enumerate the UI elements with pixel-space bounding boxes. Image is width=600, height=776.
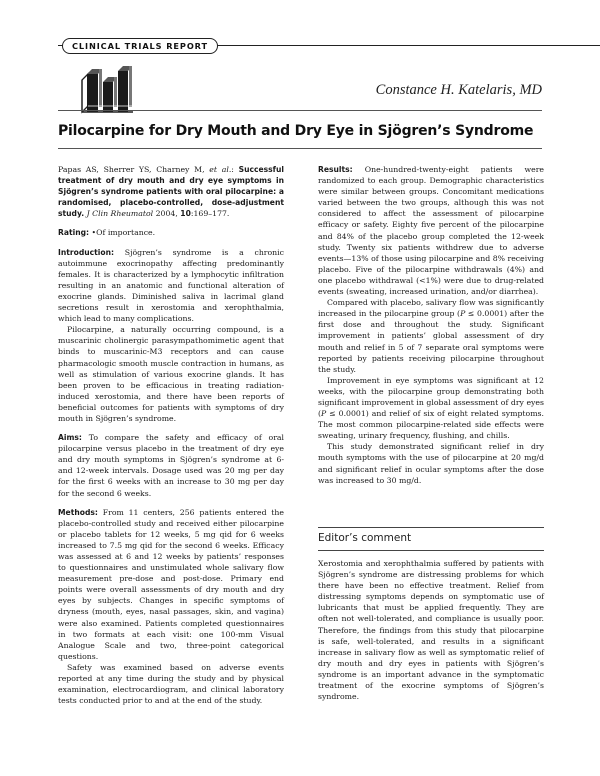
citation-et-al: et al — [209, 165, 229, 174]
results-p1 — [318, 164, 544, 297]
rating — [58, 227, 284, 238]
results-p2-b: ≤ 0.0001) after the first dose and throughout the study. Significant improvement in patients’ global assessment of dry mouth and relief in 5 of 7 separate oral symptoms were reported by patients receiving pilocarpine throughout the study. — [318, 309, 544, 374]
editor-heading: Editor’s comment — [318, 532, 412, 544]
editor-text: Xerostomia and xerophthalmia suffered by patients with Sjögren’s syndrome are distressing problems for which there have been no effective treatment. Relief from distressing symptoms depends on symptomatic use of lubricants that must be applied frequently. They are often not well-tolerated, and compliance is usually poor. Therefore, the findings from this study that pilocarpine is safe, well-tolerated, and results in a significant increase in salivary flow as well as symptomatic relief of dry mouth and dry eyes in patients with Sjögren’s syndrome is an important advance in the symptomatic treatment of the exocrine symptoms of Sjögren’s syndrome. — [318, 559, 544, 702]
results-p3-b: ≤ 0.0001) and relief of six of eight related symptoms. The most common pilocarpine-related side effects were sweating, urinary frequency, flushing, and chills. — [318, 409, 544, 441]
introduction-p2: Pilocarpine, a naturally occurring compound, is a muscarinic cholinergic parasympathomimetic agent that binds to muscarinic-M3 receptors and can cause pharmacologic smooth muscle contraction in humans, as well as stimulation of various exocrine glands. It has been proven to be efficacious in treating radiation-induced xerostomia, and there have been reports of beneficial outcomes for patients with symptoms of dry mouth in Sjögren’s syndrome. — [58, 325, 284, 423]
title-rule-bottom — [58, 148, 542, 149]
rating-text: •Of importance. — [89, 228, 156, 238]
results-p2-a: Compared with placebo, salivary flow was significantly increased in the pilocarpine group ( — [318, 298, 544, 319]
section-badge: CLINICAL TRIALS REPORT — [62, 38, 218, 54]
aims-label: Aims: — [58, 433, 82, 443]
aims — [58, 432, 284, 499]
methods-label: Methods: — [58, 507, 98, 517]
methods-p1 — [58, 507, 284, 662]
results-p4: This study demonstrated significant relief in dry mouth symptoms with the use of pilocarpine at 20 mg/d and significant relief in ocular symptoms after the dose was increased to 30 mg/d. — [318, 442, 544, 485]
editor-rule-top — [318, 527, 544, 528]
title-rule-top — [58, 110, 542, 111]
journal-logo-icon — [80, 62, 136, 116]
editor-comment — [318, 527, 544, 702]
results-p2 — [318, 297, 544, 375]
results-text: One-hundred-twenty-eight patients were randomized to each group. Demographic characteristics were similar between groups. Concomitant medications varied between the two groups, although this was not considered to affect the assessment of pilocarpine efficacy or safety. Eighty five percent of the pilocarpine and 84% of the placebo group completed the 12-week study. Twenty six patients withdrew due to adverse events—13% of those using pilocarpine and 8% receiving placebo. Five of the pilocarpine withdrawals (4%) and one placebo withdrawal (<1%) were due to drug-related events (sweating, increased urination, and/or diarrhea). — [318, 165, 544, 297]
introduction-label: Introduction: — [58, 247, 115, 257]
citation-pages: :169–177. — [190, 209, 230, 219]
citation-journal: J Clin Rheumatol — [86, 209, 154, 219]
rating-label: Rating: — [58, 228, 90, 238]
methods-text: From 11 centers, 256 patients entered the placebo-controlled study and received either pilocarpine or placebo tablets for 12 weeks, 5 mg qid for 6 weeks increased to 7.5 mg qid for the second 6 weeks. Efficacy was assessed at 6 and 12 weeks by patients’ responses to questionnaires and unstimulated whole salivary flow measurement pre-dose and post-dose. Primary end points were overall assessments of dry mouth and dry eyes by subjects. Changes in specific symptoms of dryness (mouth, eyes, nasal passages, skin, and vagina) were also examined. Patients completed questionnaires in two formats at each visit: one 100-mm Visual Analogue Scale and two, three-point categorical questions. — [58, 507, 284, 661]
citation-authors-end: .: — [228, 165, 239, 174]
methods-p2: Safety was examined based on adverse events reported at any time during the study and by physical examination, electrocardiogram, and clinical laboratory tests conducted prior to and at the end of the study. — [58, 662, 284, 706]
citation-volume: 10 — [180, 209, 191, 219]
citation — [58, 164, 284, 219]
introduction-text: Sjögren’s syndrome is a chronic autoimmune exocrinopathy affecting predominantly females. It is characterized by a lymphocytic infiltration resulting in an anatomic and functional alteration of exocrine glands. Diminished saliva in lacrimal gland secretions result in xerostomia and xerophthalmia, which lead to many complications. — [58, 247, 284, 324]
citation-title: Successful treatment of dry mouth and dry eye symptoms in Sjögren’s syndrome patients with oral pilocarpine: a randomised, placebo-controlled, dose-adjustment study. — [58, 165, 284, 219]
editor-rule-bottom — [318, 550, 544, 551]
results-p3-pvalue: P — [321, 409, 327, 419]
results-label: Results: — [318, 165, 353, 174]
author-name: Constance H. Katelaris, MD — [375, 82, 542, 98]
introduction-p1 — [58, 247, 284, 325]
results-p3 — [318, 375, 544, 442]
citation-year: 2004, — [153, 209, 181, 219]
aims-text: To compare the safety and efficacy of oral pilocarpine versus placebo in the treatment of dry eye and dry mouth symptoms in Sjögren’s syndrome at 6- and 12-week intervals. Dosage used was 20 mg per day for the first 6 weeks with an increase to 30 mg per day for the second 6 weeks. — [58, 433, 284, 498]
results-p3-a: Improvement in eye symptoms was significant at 12 weeks, with the pilocarpine group demonstrating both significant improvement in global assessment of dry eyes ( — [318, 375, 544, 419]
citation-authors: Papas AS, Sherrer YS, Charney M, — [58, 165, 210, 174]
left-column — [58, 164, 284, 706]
right-column — [318, 164, 544, 486]
results-p2-pvalue: P — [460, 309, 466, 319]
article-title: Pilocarpine for Dry Mouth and Dry Eye in Sjögren’s Syndrome — [58, 123, 534, 139]
